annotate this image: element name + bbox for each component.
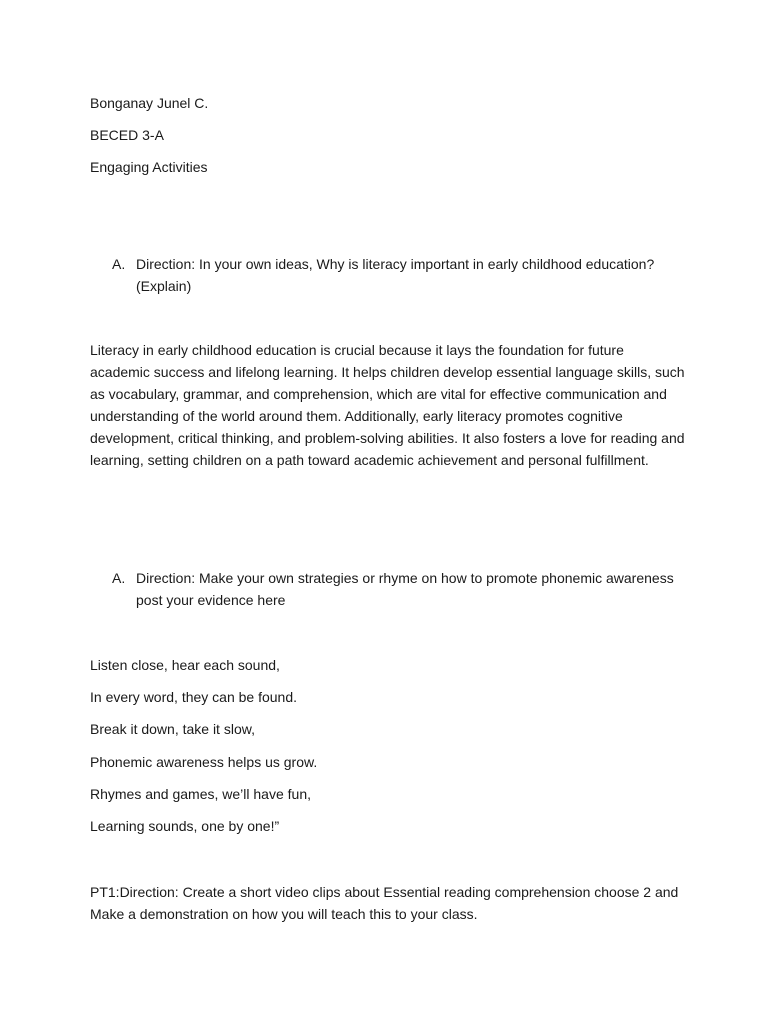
rhyme-line-6: Learning sounds, one by one!” bbox=[90, 818, 280, 834]
question-2 bbox=[112, 567, 692, 611]
rhyme-line-1: Listen close, hear each sound, bbox=[90, 657, 280, 673]
question-1-marker: A. bbox=[112, 256, 126, 272]
rhyme-line-5: Rhymes and games, we’ll have fun, bbox=[90, 786, 311, 802]
question-1 bbox=[112, 253, 692, 297]
question-2-text: Direction: Make your own strategies or rhyme on how to promote phonemic awareness post your evidence here bbox=[136, 570, 674, 608]
student-section: BECED 3-A bbox=[90, 127, 164, 143]
rhyme-line-2: In every word, they can be found. bbox=[90, 689, 298, 705]
document-title: Engaging Activities bbox=[90, 159, 208, 175]
question-1-text: Direction: In your own ideas, Why is literacy important in early childhood education? (Explain) bbox=[136, 256, 655, 294]
rhyme-line-4: Phonemic awareness helps us grow. bbox=[90, 754, 318, 770]
rhyme-line-3: Break it down, take it slow, bbox=[90, 721, 255, 737]
pt1-direction: PT1:Direction: Create a short video clips about Essential reading comprehension choose 2 and Make a demonstration on how you will teach this to your class. bbox=[90, 884, 679, 922]
student-name: Bonganay Junel C. bbox=[90, 95, 209, 111]
question-2-marker: A. bbox=[112, 570, 126, 586]
answer-1-paragraph: Literacy in early childhood education is crucial because it lays the foundation for future academic success and lifelong learning. It helps children develop essential language skills, such as vocabulary, grammar, and comprehension, which are vital for effective communication and understanding of the world around them. Additionally, early literacy promotes cognitive development, critical thinking, and problem-solving abilities. It also fosters a love for reading and learning, setting children on a path toward academic achievement and personal fulfillment. bbox=[90, 342, 685, 468]
